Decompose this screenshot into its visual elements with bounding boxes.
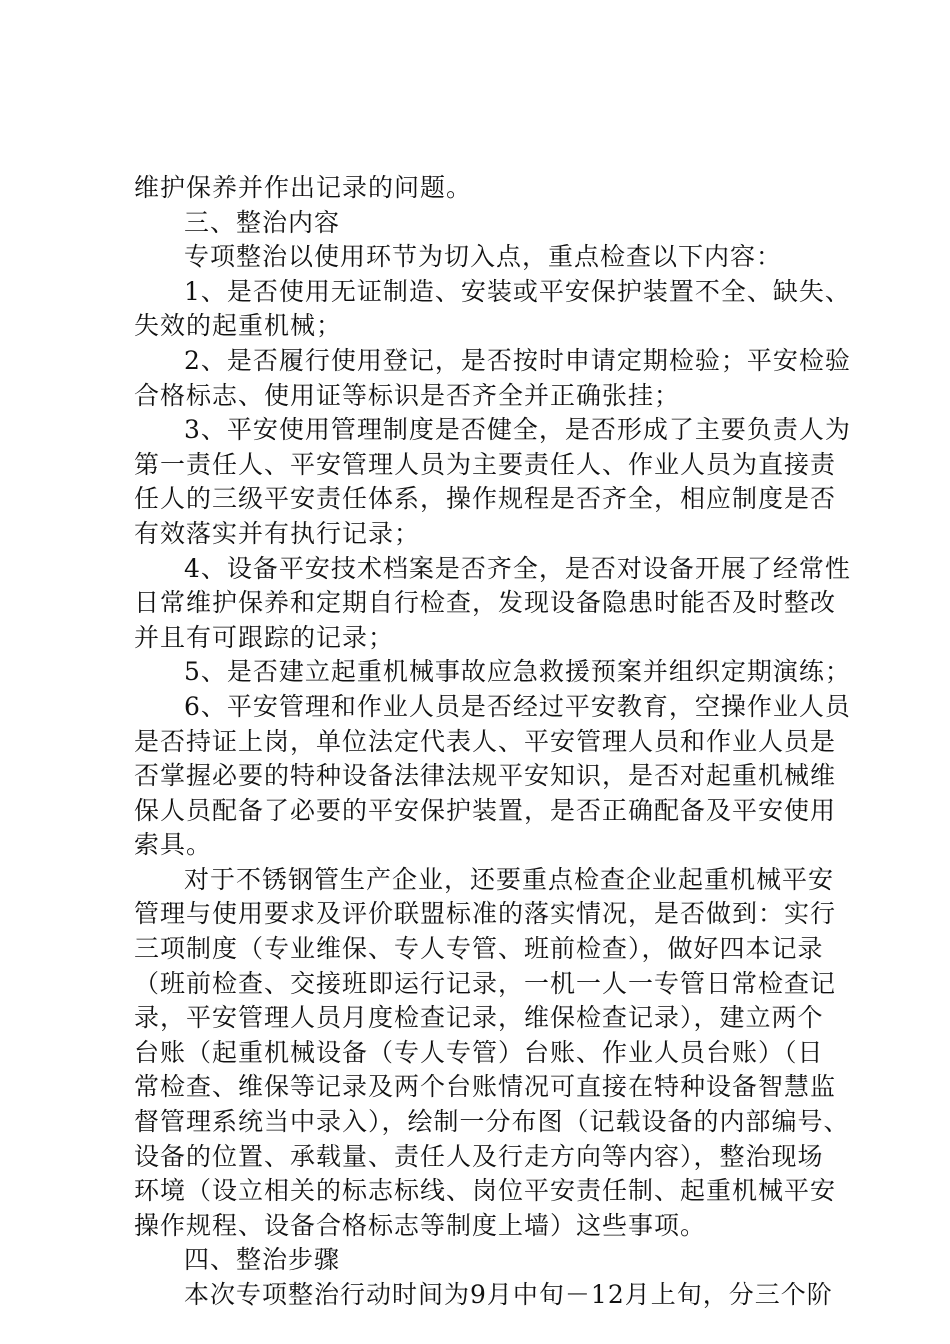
text-line: 对于不锈钢管生产企业，还要重点检查企业起重机械平安: [184, 864, 835, 894]
text-line: 1、是否使用无证制造、安装或平安保护装置不全、缺失、: [184, 276, 851, 306]
text-line: 督管理系统当中录入），绘制一分布图（记载设备的内部编号、: [134, 1107, 850, 1137]
text-line: 操作规程、设备合格标志等制度上墙）这些事项。: [134, 1210, 707, 1240]
text-line: 常检查、维保等记录及两个台账情况可直接在特种设备智慧监: [134, 1072, 837, 1102]
text-line: 合格标志、使用证等标识是否齐全并正确张挂；: [134, 380, 681, 410]
text-line: 三项制度（专业维保、专人专管、班前检查），做好四本记录: [134, 934, 824, 964]
text-line: 维护保养并作出记录的问题。: [134, 173, 473, 202]
section-heading-3: [134, 206, 834, 241]
text-line: 任人的三级平安责任体系，操作规程是否齐全，相应制度是否: [134, 484, 837, 514]
list-item-4: [134, 552, 851, 656]
text-line: 并且有可跟踪的记录；: [134, 622, 395, 652]
text-line: （班前检查、交接班即运行记录，一机一人一专管日常检查记: [134, 968, 837, 998]
section-heading-4: [134, 1243, 834, 1278]
paragraph: [134, 171, 834, 206]
list-item-1: [134, 275, 851, 344]
text-line: 是否持证上岗，单位法定代表人、平安管理人员和作业人员是: [134, 726, 837, 756]
text-line: 专项整治以使用环节为切入点，重点检查以下内容：: [184, 242, 783, 272]
text-line: 3、平安使用管理制度是否健全，是否形成了主要负责人为: [184, 415, 851, 445]
text-line: 失效的起重机械；: [134, 311, 343, 341]
text-line: 否掌握必要的特种设备法律法规平安知识，是否对起重机械维: [134, 761, 837, 791]
text-line: 6、平安管理和作业人员是否经过平安教育，空操作业人员: [184, 691, 851, 721]
list-item-5: [134, 655, 851, 690]
document-body: [134, 171, 851, 1313]
text-line: 环境（设立相关的标志标线、岗位平安责任制、起重机械平安: [134, 1176, 837, 1206]
list-item-2: [134, 344, 851, 413]
text-line: 保人员配备了必要的平安保护装置，是否正确配备及平安使用: [134, 795, 837, 825]
text-line: 第一责任人、平安管理人员为主要责任人、作业人员为直接责: [134, 449, 837, 479]
text-line: 5、是否建立起重机械事故应急救援预案并组织定期演练；: [184, 657, 851, 687]
text-line: 三、整治内容: [184, 207, 341, 237]
text-line: 2、是否履行使用登记，是否按时申请定期检验；平安检验: [184, 345, 851, 375]
text-line: 4、设备平安技术档案是否齐全，是否对设备开展了经常性: [184, 553, 851, 583]
text-line: 台账（起重机械设备（专人专管）台账、作业人员台账）（日: [134, 1037, 824, 1067]
list-item-6: [134, 690, 851, 863]
text-line: 索具。: [134, 830, 213, 860]
paragraph: [134, 1278, 834, 1313]
text-line: 本次专项整治行动时间为9月中旬－12月上旬，分三个阶: [184, 1280, 833, 1309]
paragraph-stainless-steel: [134, 863, 850, 1244]
text-line: 设备的位置、承载量、责任人及行走方向等内容），整治现场: [134, 1141, 824, 1171]
text-line: 四、整治步骤: [184, 1245, 341, 1275]
text-line: 有效落实并有执行记录；: [134, 518, 421, 548]
text-line: 录，平安管理人员月度检查记录，维保检查记录），建立两个: [134, 1003, 824, 1033]
text-line: 日常维护保养和定期自行检查，发现设备隐患时能否及时整改: [134, 588, 837, 618]
list-item-3: [134, 413, 851, 551]
text-line: 管理与使用要求及评价联盟标准的落实情况，是否做到：实行: [134, 899, 837, 929]
paragraph: [134, 240, 834, 275]
